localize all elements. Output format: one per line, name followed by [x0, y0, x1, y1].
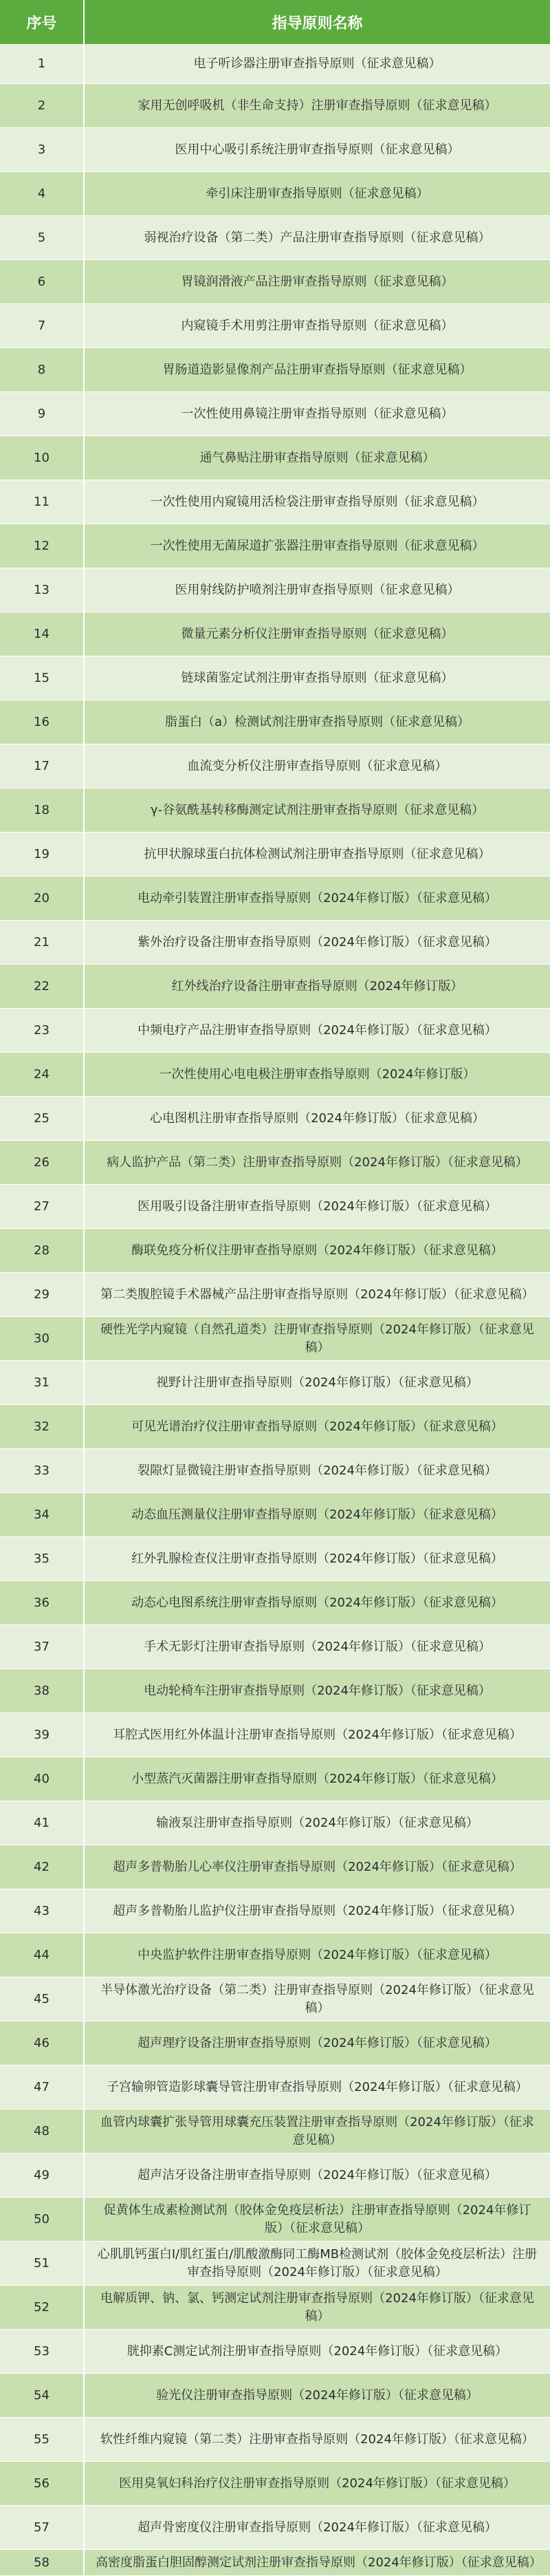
- table-row: [0, 656, 550, 700]
- row-guideline-name: 红外乳腺检查仪注册审查指导原则（2024年修订版）（征求意见稿）: [131, 1551, 503, 1566]
- table-row: [0, 2330, 550, 2374]
- table-row: [0, 1801, 550, 1845]
- row-guideline-name: 脂蛋白（a）检测试剂注册审查指导原则（征求意见稿）: [164, 714, 470, 729]
- table-row: [0, 744, 550, 788]
- table-row: [0, 1009, 550, 1053]
- row-index: 45: [0, 1977, 85, 2021]
- row-index: 56: [0, 2462, 85, 2505]
- row-guideline-name: 超声理疗设备注册审查指导原则（2024年修订版）（征求意见稿）: [138, 2035, 497, 2050]
- table-row: [0, 1053, 550, 1097]
- row-guideline-name: 第二类腹腔镜手术器械产品注册审查指导原则（2024年修订版）（征求意见稿）: [100, 1287, 534, 1302]
- row-guideline-name: 一次性使用鼻镜注册审查指导原则（征求意见稿）: [181, 406, 454, 421]
- table-row: [0, 524, 550, 568]
- row-guideline-name: 裂隙灯显微镜注册审查指导原则（2024年修订版）（征求意见稿）: [138, 1463, 497, 1478]
- row-guideline-name: 一次性使用无菌尿道扩张器注册审查指导原则（征求意见稿）: [150, 538, 485, 553]
- row-index: 51: [0, 2242, 85, 2285]
- row-guideline-name: 电子听诊器注册审查指导原则（征求意见稿）: [193, 56, 441, 71]
- table-row: [0, 1669, 550, 1713]
- row-index: 53: [0, 2330, 85, 2373]
- row-index: 18: [0, 788, 85, 832]
- table-row: [0, 260, 550, 304]
- table-row: [0, 1229, 550, 1273]
- row-guideline-name: 小型蒸汽灭菌器注册审查指导原则（2024年修订版）（征求意见稿）: [131, 1771, 503, 1786]
- row-index: 2: [0, 84, 85, 127]
- row-index: 8: [0, 348, 85, 391]
- row-guideline-name: 耳腔式医用红外体温计注册审查指导原则（2024年修订版）（征求意见稿）: [113, 1727, 522, 1742]
- row-index: 37: [0, 1625, 85, 1668]
- table-row: [0, 1625, 550, 1669]
- table-row: [0, 965, 550, 1009]
- row-guideline-name: γ-谷氨酰基转移酶测定试剂注册审查指导原则（征求意见稿）: [150, 802, 485, 817]
- table-row: [0, 1889, 550, 1933]
- row-guideline-name: 紫外治疗设备注册审查指导原则（2024年修订版）（征求意见稿）: [138, 934, 497, 949]
- row-index: 19: [0, 833, 85, 876]
- table-row: [0, 2242, 550, 2286]
- table-row: [0, 2198, 550, 2242]
- row-index: 42: [0, 1845, 85, 1889]
- row-index: 39: [0, 1713, 85, 1757]
- table-row: [0, 788, 550, 833]
- table-row: [0, 1449, 550, 1493]
- row-guideline-name: 促黄体生成素检测试剂（胶体金免疫层析法）注册审查指导原则（2024年修订版）（征求意见稿）: [103, 2202, 531, 2235]
- table-row: [0, 2110, 550, 2154]
- row-guideline-name: 半导体激光治疗设备（第二类）注册审查指导原则（2024年修订版）（征求意见稿）: [100, 1982, 534, 2015]
- row-guideline-name: 心电图机注册审查指导原则（2024年修订版）（征求意见稿）: [150, 1110, 485, 1126]
- row-guideline-name: 动态心电图系统注册审查指导原则（2024年修订版）（征求意见稿）: [131, 1595, 503, 1610]
- table-row: [0, 1361, 550, 1405]
- row-guideline-name: 超声骨密度仪注册审查指导原则（2024年修订版）（征求意见稿）: [138, 2520, 497, 2535]
- row-guideline-name: 弱视治疗设备（第二类）产品注册审查指导原则（征求意见稿）: [144, 230, 491, 245]
- row-index: 12: [0, 524, 85, 568]
- row-index: 55: [0, 2418, 85, 2461]
- row-index: 10: [0, 436, 85, 480]
- table-header: [0, 0, 550, 44]
- row-index: 33: [0, 1449, 85, 1492]
- table-row: [0, 436, 550, 480]
- table-row: [0, 1537, 550, 1581]
- row-guideline-name: 家用无创呼吸机（非生命支持）注册审查指导原则（征求意见稿）: [138, 98, 497, 113]
- row-index: 7: [0, 304, 85, 347]
- row-index: 29: [0, 1273, 85, 1316]
- row-guideline-name: 输液泵注册审查指导原则（2024年修订版）（征求意见稿）: [156, 1815, 478, 1830]
- row-guideline-name: 一次性使用内窥镜用活检袋注册审查指导原则（征求意见稿）: [150, 494, 485, 509]
- header-index: 序号: [0, 0, 85, 44]
- table-row: [0, 304, 550, 348]
- table-row: [0, 921, 550, 965]
- row-index: 23: [0, 1009, 85, 1052]
- row-guideline-name: 电解质钾、钠、氯、钙测定试剂注册审查指导原则（2024年修订版）（征求意见稿）: [100, 2290, 534, 2323]
- table-row: [0, 1713, 550, 1757]
- table-row: [0, 2286, 550, 2330]
- row-index: 14: [0, 612, 85, 656]
- table-row: [0, 2418, 550, 2462]
- table-row: [0, 568, 550, 612]
- row-index: 13: [0, 568, 85, 612]
- row-index: 25: [0, 1097, 85, 1140]
- header-name: 指导原则名称: [272, 14, 363, 32]
- table-row: [0, 2462, 550, 2506]
- row-guideline-name: 子宫输卵管造影球囊导管注册审查指导原则（2024年修订版）（征求意见稿）: [107, 2079, 528, 2094]
- table-row: [0, 1933, 550, 1977]
- row-index: 22: [0, 965, 85, 1008]
- table-row: [0, 172, 550, 216]
- table-row: [0, 84, 550, 128]
- row-index: 4: [0, 172, 85, 215]
- row-guideline-name: 中央监护软件注册审查指导原则（2024年修订版）（征求意见稿）: [138, 1947, 497, 1962]
- row-index: 36: [0, 1581, 85, 1624]
- row-guideline-name: 微量元素分析仪注册审查指导原则（征求意见稿）: [181, 626, 454, 641]
- row-index: 43: [0, 1889, 85, 1933]
- table-row: [0, 392, 550, 436]
- table-row: [0, 1141, 550, 1185]
- row-index: 50: [0, 2198, 85, 2241]
- row-index: 9: [0, 392, 85, 436]
- row-guideline-name: 牵引床注册审查指导原则（征求意见稿）: [206, 186, 429, 201]
- row-guideline-name: 可见光谱治疗仪注册审查指导原则（2024年修订版）（征求意见稿）: [131, 1419, 503, 1434]
- row-guideline-name: 通气鼻贴注册审查指导原则（征求意见稿）: [199, 450, 435, 465]
- row-index: 31: [0, 1361, 85, 1404]
- row-index: 47: [0, 2065, 85, 2109]
- row-guideline-name: 胃镜润滑液产品注册审查指导原则（征求意见稿）: [181, 274, 454, 289]
- row-guideline-name: 胱抑素C测定试剂注册审查指导原则（2024年修订版）（征求意见稿）: [126, 2343, 508, 2359]
- row-index: 35: [0, 1537, 85, 1580]
- row-guideline-name: 软性纤维内窥镜（第二类）注册审查指导原则（2024年修订版）（征求意见稿）: [100, 2432, 534, 2447]
- row-index: 6: [0, 260, 85, 303]
- row-index: 54: [0, 2374, 85, 2417]
- table-row: [0, 2550, 550, 2576]
- row-guideline-name: 验光仪注册审查指导原则（2024年修订版）（征求意见稿）: [156, 2387, 478, 2403]
- table-row: [0, 2374, 550, 2418]
- table-row: [0, 833, 550, 877]
- table-row: [0, 1757, 550, 1801]
- row-guideline-name: 电动牵引装置注册审查指导原则（2024年修订版）（征求意见稿）: [138, 890, 497, 905]
- row-index: 49: [0, 2154, 85, 2197]
- table-row: [0, 1185, 550, 1229]
- row-index: 58: [0, 2550, 85, 2575]
- row-index: 24: [0, 1053, 85, 1096]
- table-row: [0, 2154, 550, 2198]
- table-row: [0, 2065, 550, 2110]
- row-guideline-name: 医用射线防护喷剂注册审查指导原则（征求意见稿）: [175, 582, 460, 597]
- row-index: 32: [0, 1405, 85, 1448]
- table-row: [0, 1097, 550, 1141]
- table-row: [0, 348, 550, 392]
- row-guideline-name: 中频电疗产品注册审查指导原则（2024年修订版）（征求意见稿）: [138, 1022, 497, 1038]
- table-row: [0, 612, 550, 656]
- row-guideline-name: 链球菌鉴定试剂注册审查指导原则（征求意见稿）: [181, 670, 454, 685]
- row-index: 21: [0, 921, 85, 964]
- table-row: [0, 1977, 550, 2021]
- row-guideline-name: 内窥镜手术用剪注册审查指导原则（征求意见稿）: [181, 318, 454, 333]
- table-row: [0, 480, 550, 524]
- row-index: 26: [0, 1141, 85, 1184]
- row-index: 57: [0, 2506, 85, 2549]
- table-row: [0, 1317, 550, 1361]
- row-index: 20: [0, 877, 85, 920]
- row-guideline-name: 病人监护产品（第二类）注册审查指导原则（2024年修订版）（征求意见稿）: [107, 1155, 528, 1170]
- row-guideline-name: 酶联免疫分析仪注册审查指导原则（2024年修订版）（征求意见稿）: [131, 1243, 503, 1258]
- row-index: 11: [0, 480, 85, 524]
- row-guideline-name: 胃肠道造影显像剂产品注册审查指导原则（征求意见稿）: [162, 362, 472, 377]
- row-index: 5: [0, 216, 85, 259]
- table-row: [0, 1405, 550, 1449]
- table-row: [0, 700, 550, 744]
- row-index: 44: [0, 1933, 85, 1977]
- table-row: [0, 1493, 550, 1537]
- row-guideline-name: 一次性使用心电电极注册审查指导原则（2024年修订版）: [159, 1066, 476, 1082]
- row-guideline-name: 抗甲状腺球蛋白抗体检测试剂注册审查指导原则（征求意见稿）: [144, 846, 491, 861]
- row-guideline-name: 硬性光学内窥镜（自然孔道类）注册审查指导原则（2024年修订版）（征求意见稿）: [100, 1322, 534, 1355]
- row-index: 46: [0, 2021, 85, 2065]
- table-row: [0, 1845, 550, 1889]
- row-index: 27: [0, 1185, 85, 1228]
- row-index: 38: [0, 1669, 85, 1713]
- row-guideline-name: 电动轮椅车注册审查指导原则（2024年修订版）（征求意见稿）: [144, 1683, 491, 1698]
- row-index: 17: [0, 744, 85, 788]
- row-guideline-name: 医用吸引设备注册审查指导原则（2024年修订版）（征求意见稿）: [138, 1199, 497, 1214]
- row-index: 52: [0, 2286, 85, 2329]
- row-index: 30: [0, 1317, 85, 1360]
- row-index: 15: [0, 656, 85, 700]
- table-row: [0, 44, 550, 84]
- row-guideline-name: 高密度脂蛋白胆固醇测定试剂注册审查指导原则（2024年修订版）（征求意见稿）: [96, 2555, 542, 2570]
- row-index: 28: [0, 1229, 85, 1272]
- row-index: 48: [0, 2110, 85, 2153]
- table-row: [0, 2021, 550, 2065]
- row-guideline-name: 医用臭氧妇科治疗仪注册审查指导原则（2024年修订版）（征求意见稿）: [119, 2476, 516, 2491]
- table-row: [0, 877, 550, 921]
- row-guideline-name: 超声洁牙设备注册审查指导原则（2024年修订版）（征求意见稿）: [138, 2167, 497, 2182]
- table-row: [0, 1273, 550, 1317]
- row-guideline-name: 手术无影灯注册审查指导原则（2024年修订版）（征求意见稿）: [144, 1639, 491, 1654]
- table-row: [0, 1581, 550, 1625]
- row-guideline-name: 心肌肌钙蛋白I/肌红蛋白/肌酸激酶同工酶MB检测试剂（胶体金免疫层析法）注册审查指导原则（2024年修订版）（征求意见稿）: [97, 2246, 538, 2279]
- table-row: [0, 216, 550, 260]
- row-index: 16: [0, 700, 85, 744]
- table-row: [0, 128, 550, 172]
- table-row: [0, 2506, 550, 2550]
- row-guideline-name: 超声多普勒胎儿心率仪注册审查指导原则（2024年修订版）（征求意见稿）: [113, 1859, 522, 1874]
- row-index: 40: [0, 1757, 85, 1801]
- row-guideline-name: 血管内球囊扩张导管用球囊充压装置注册审查指导原则（2024年修订版）（征求意见稿）: [100, 2114, 534, 2147]
- row-guideline-name: 视野计注册审查指导原则（2024年修订版）（征求意见稿）: [156, 1375, 478, 1390]
- row-index: 3: [0, 128, 85, 171]
- row-guideline-name: 超声多普勒胎儿监护仪注册审查指导原则（2024年修订版）（征求意见稿）: [113, 1903, 522, 1918]
- row-index: 34: [0, 1493, 85, 1536]
- row-index: 1: [0, 44, 85, 83]
- row-guideline-name: 动态血压测量仪注册审查指导原则（2024年修订版）（征求意见稿）: [131, 1507, 503, 1522]
- row-guideline-name: 医用中心吸引系统注册审查指导原则（征求意见稿）: [175, 142, 460, 157]
- row-guideline-name: 血流变分析仪注册审查指导原则（征求意见稿）: [187, 758, 448, 773]
- row-guideline-name: 红外线治疗设备注册审查指导原则（2024年修订版）: [171, 978, 463, 994]
- row-index: 41: [0, 1801, 85, 1845]
